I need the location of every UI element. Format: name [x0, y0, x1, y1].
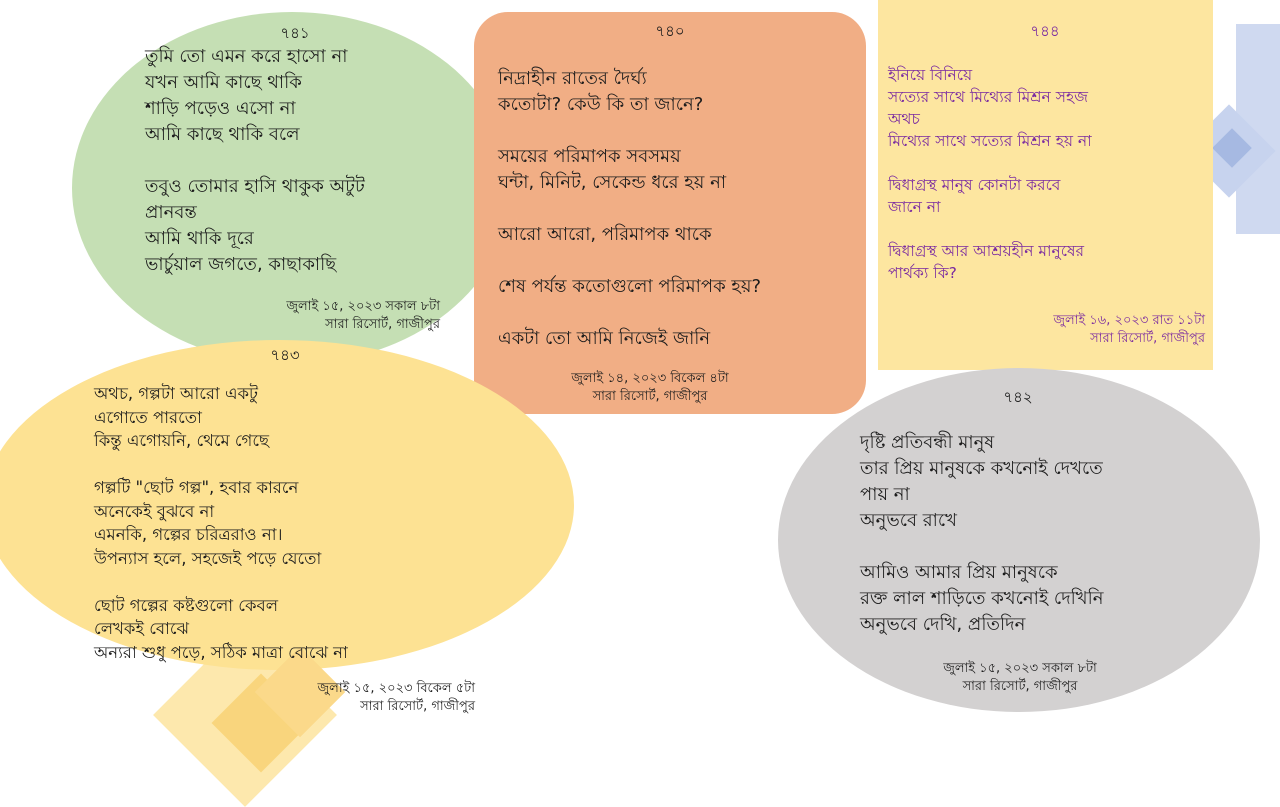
- poem-place: সারা রিসোর্ট, গাজীপুর: [592, 389, 708, 404]
- poem-text: নিদ্রাহীন রাতের দৈর্ঘ্য কতোটা? কেউ কি তা জানে? সময়ের পরিমাপক সবসময় ঘন্টা, মিনিট, সেকেন্ড ধরে হয় না আরো আরো, পরিমাপক থাকে শেষ পর্যন্ত কতোগুলো পরিমাপক হয়? একটা তো আমি নিজেই জানি: [498, 68, 762, 349]
- poem-place: সারা রিসোর্ট, গাজীপুর: [360, 699, 475, 714]
- poem-date: জুলাই ১৫, ২০২৩ বিকেল ৫টা: [317, 681, 475, 696]
- poem-number: ৭৪৪: [1030, 22, 1060, 40]
- poem-text: ইনিয়ে বিনিয়ে সত্যের সাথে মিথ্যের মিশ্রন সহজ অথচ মিথ্যের সাথে সত্যের মিশ্রন হয় না দ্বিধাগ্রস্থ মানুষ কোনটা করবে জানে না দ্বিধাগ্রস্থ আর আশ্রয়হীন মানুষের পার্থক্য কি?: [888, 66, 1092, 282]
- poem-text: অথচ, গল্পটা আরো একটু এগোতে পারতো কিন্তু এগোয়নি, থেমে গেছে গল্পটি "ছোট গল্প", হবার কারনে অনেকেই বুঝবে না এমনকি, গল্পের চরিত্ররাও না। উপন্যাস হলে, সহজেই পড়ে যেতো ছোট গল্পের কষ্টগুলো কেবল লেখকই বোঝে অন্যরা শুধু পড়ে, সঠিক মাত্রা বোঝে না: [94, 384, 348, 662]
- poem-place: সারা রিসোর্ট, গাজীপুর: [962, 679, 1078, 694]
- poem-number: ৭৪৩: [270, 346, 300, 364]
- poem-date: জুলাই ১৬, ২০২৩ রাত ১১টা: [1053, 313, 1205, 328]
- poem-place: সারা রিসোর্ট, গাজীপুর: [1090, 331, 1205, 346]
- poem-date: জুলাই ১৫, ২০২৩ সকাল ৮টা: [943, 661, 1097, 676]
- poem-date: জুলাই ১৪, ২০২৩ বিকেল ৪টা: [571, 371, 729, 386]
- poem-text: দৃষ্টি প্রতিবন্ধী মানুষ তার প্রিয় মানুষকে কখনোই দেখতে পায় না অনুভবে রাখে আমিও আমার প্রিয় মানুষকে রক্ত লাল শাড়িতে কখনোই দেখিনি অনুভবে দেখি, প্রতিদিন: [860, 432, 1104, 635]
- poem-place: সারা রিসোর্ট, গাজীপুর: [325, 317, 440, 332]
- poem-text: তুমি তো এমন করে হাসো না যখন আমি কাছে থাকি শাড়ি পড়েও এসো না আমি কাছে থাকি বলে তবুও তোমার হাসি থাকুক অটুট প্রানবন্ত আমি থাকি দূরে ভার্চুয়াল জগতে, কাছাকাছি: [145, 46, 365, 275]
- poem-number: ৭৪২: [1003, 388, 1033, 406]
- poem-number: ৭৪১: [280, 24, 310, 42]
- poem-date: জুলাই ১৫, ২০২৩ সকাল ৮টা: [286, 299, 440, 314]
- poem-number: ৭৪০: [655, 22, 685, 40]
